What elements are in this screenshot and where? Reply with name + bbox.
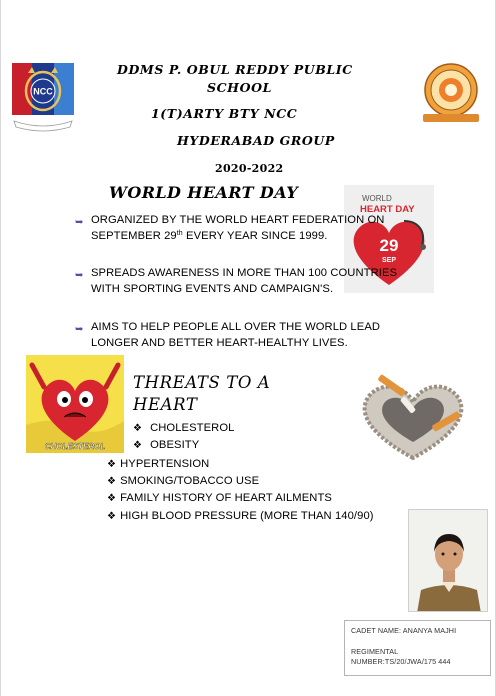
group-name: HYDERABAD GROUP — [177, 133, 335, 148]
cholesterol-cartoon-image — [26, 355, 124, 453]
cholesterol-label: CHOLESTEROL — [44, 442, 106, 451]
diamond-bullet-icon: ❖ — [133, 440, 143, 451]
school-logo — [419, 62, 483, 126]
regimental-number: NUMBER:TS/20/JWA/175 444 — [351, 657, 451, 666]
heart-day-word-2: HEART DAY — [360, 204, 415, 215]
heart-day-word-1: WORLD — [362, 194, 392, 203]
arrow-bullet-icon: ➥ — [75, 270, 84, 281]
heart-day-month: SEP — [381, 257, 397, 264]
page-title: WORLD HEART DAY — [109, 183, 299, 202]
heart-day-date: 29 — [379, 236, 399, 255]
ncc-logo — [10, 61, 76, 133]
unit-name: 1(T)ARTY BTY NCC — [151, 106, 298, 121]
bullet-item: ➥ SPREADS AWARENESS IN MORE THAN 100 COUNTRIES WITH SPORTING EVENTS AND CAMPAIGN'S. — [75, 267, 398, 295]
threat-item: ❖ HIGH BLOOD PRESSURE (MORE THAN 140/90) — [107, 510, 374, 522]
threat-item: ❖ HYPERTENSION — [107, 458, 210, 470]
academic-years: 2020-2022 — [215, 162, 284, 175]
arrow-bullet-icon: ➥ — [75, 217, 84, 228]
diamond-bullet-icon: ❖ — [107, 493, 117, 504]
cadet-photo — [408, 509, 488, 612]
diamond-bullet-icon: ❖ — [133, 423, 143, 434]
cadet-info-box — [344, 620, 491, 676]
threat-item: ❖ CHOLESTEROL — [133, 422, 235, 434]
diamond-bullet-icon: ❖ — [107, 459, 117, 470]
threats-heading: THREATS TO A HEART — [133, 373, 271, 414]
arrow-bullet-icon: ➥ — [75, 324, 84, 335]
threat-item: ❖ FAMILY HISTORY OF HEART AILMENTS — [107, 492, 332, 504]
school-name-line2: SCHOOL — [207, 80, 272, 95]
ncc-logo-text: NCC — [33, 86, 53, 97]
bullet-item: ➥ AIMS TO HELP PEOPLE ALL OVER THE WORLD LEAD LONGER AND BETTER HEART-HEALTHY LIVES. — [75, 321, 381, 349]
bullet-item: ➥ ORGANIZED BY THE WORLD HEART FEDERATION ON SEPTEMBER 29th EVERY YEAR SINCE 1999. — [75, 214, 385, 242]
cigarette-heart-image — [351, 372, 475, 464]
diamond-bullet-icon: ❖ — [107, 476, 117, 487]
threat-item: ❖ OBESITY — [133, 439, 200, 451]
diamond-bullet-icon: ❖ — [107, 511, 117, 522]
threat-item: ❖ SMOKING/TOBACCO USE — [107, 475, 260, 487]
school-name-line1: DDMS P. OBUL REDDY PUBLIC — [117, 62, 353, 77]
cadet-name: CADET NAME: ANANYA MAJHI — [351, 626, 457, 635]
regimental-label: REGIMENTAL — [351, 647, 399, 656]
